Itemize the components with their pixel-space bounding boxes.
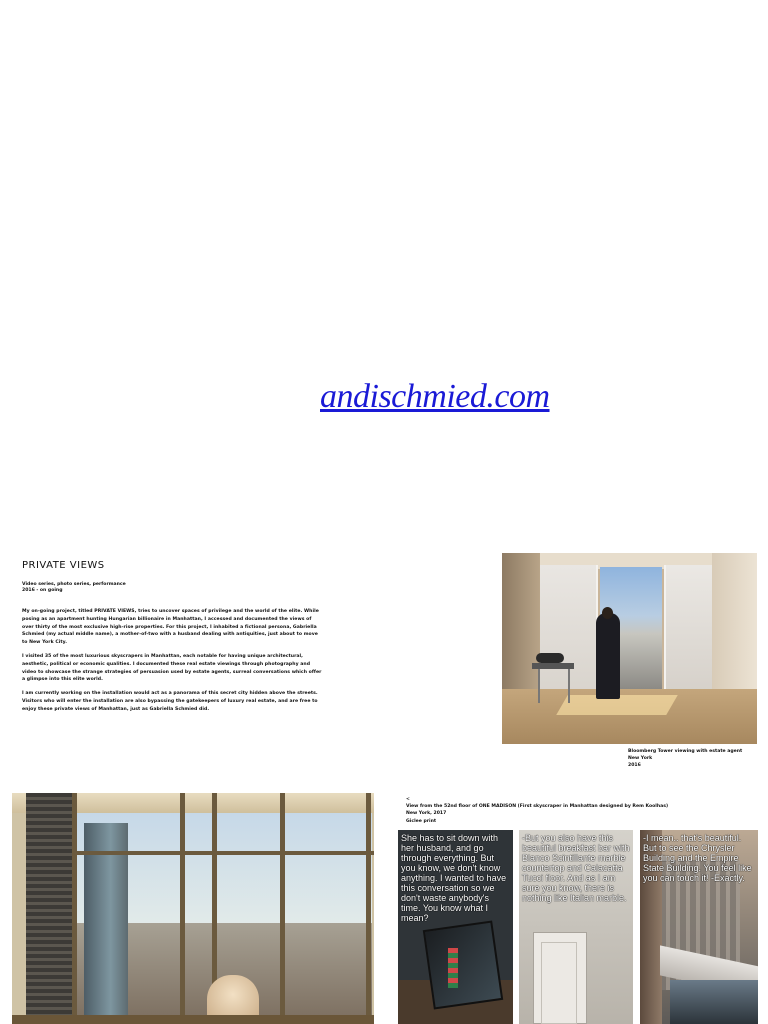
person-silhouette bbox=[596, 613, 620, 699]
photo-caption bbox=[406, 796, 668, 825]
project-date: 2016 - on going bbox=[22, 588, 63, 593]
photo-bloomberg-tower bbox=[502, 553, 757, 744]
video-still-panel bbox=[519, 830, 633, 1024]
caption-line: Bloomberg Tower viewing with estate agent bbox=[628, 749, 743, 754]
paragraph: My on-going project, titled PRIVATE VIEWS, tries to uncover spaces of privilege and the world of the elite. While posing as an apartment hunting Hungarian billionaire in Manhattan, I accessed and documented the views of over thirty of the most exclusive high-rise properties. For this project, I inhabited a fictional persona, Gabriella Schmied (my actual middle name), a mother-of-two with a husband dealing with antiquities, just about to move to New York City. bbox=[22, 609, 319, 646]
project-description bbox=[22, 608, 322, 720]
video-still-panel bbox=[640, 830, 758, 1024]
website-link[interactable]: andischmied.com bbox=[320, 378, 550, 415]
photo-caption bbox=[628, 748, 742, 770]
caption-line: View from the 52nd floor of ONE MADISON (First skyscraper in Manhattan designed by Rem Koolhas) bbox=[406, 804, 669, 810]
project-meta bbox=[22, 582, 126, 594]
photo-one-madison-view bbox=[12, 793, 374, 1024]
speech-subtitle: -I mean.. that's beautiful. But to see the Chrysler Building and the Empire State Building. You feel like you can touch it! -Exactly. bbox=[643, 833, 752, 883]
caption-line: 2016 bbox=[628, 763, 641, 769]
project-medium: Video series, photo series, performance bbox=[22, 582, 126, 587]
project-title: PRIVATE VIEWS bbox=[22, 560, 105, 571]
speech-subtitle: -But you also have this beautiful breakfast bar with Blanco Scintillante marble countertop and Calacatta Tucci floor. And as I am sure you know, there is nothing like Italian marble. bbox=[522, 833, 630, 903]
caption-line: Giclee print bbox=[406, 818, 437, 824]
caption-line: New York, 2017 bbox=[406, 811, 447, 817]
speech-subtitle: She has to sit down with her husband, and go through everything. But you know, we don't know anything. I wanted to have this conversation so we don't waste anybody's time. You know what I mean? bbox=[401, 833, 507, 923]
caption-line: New York bbox=[628, 756, 653, 762]
video-still-panel bbox=[398, 830, 513, 1024]
caption-line: < bbox=[406, 797, 410, 802]
paragraph: I visited 35 of the most luxurious skyscrapers in Manhattan, each notable for having unique architectural, aesthetic, political or economic qualities. I documented these real estate viewings through photography and video to showcase the strange strategies of persuasion used by estate agents, surreal conversations which offer a glimpse into this elite world. bbox=[22, 653, 322, 683]
paragraph: I am currently working on the installation would act as a panorama of this secret city hidden above the streets. Visitors who will enter the installation are also bypassing the gatekeepers of luxury real estate, and are free to enjoy these private views of Manhattan, just as Gabriella Schmied did. bbox=[22, 691, 318, 712]
